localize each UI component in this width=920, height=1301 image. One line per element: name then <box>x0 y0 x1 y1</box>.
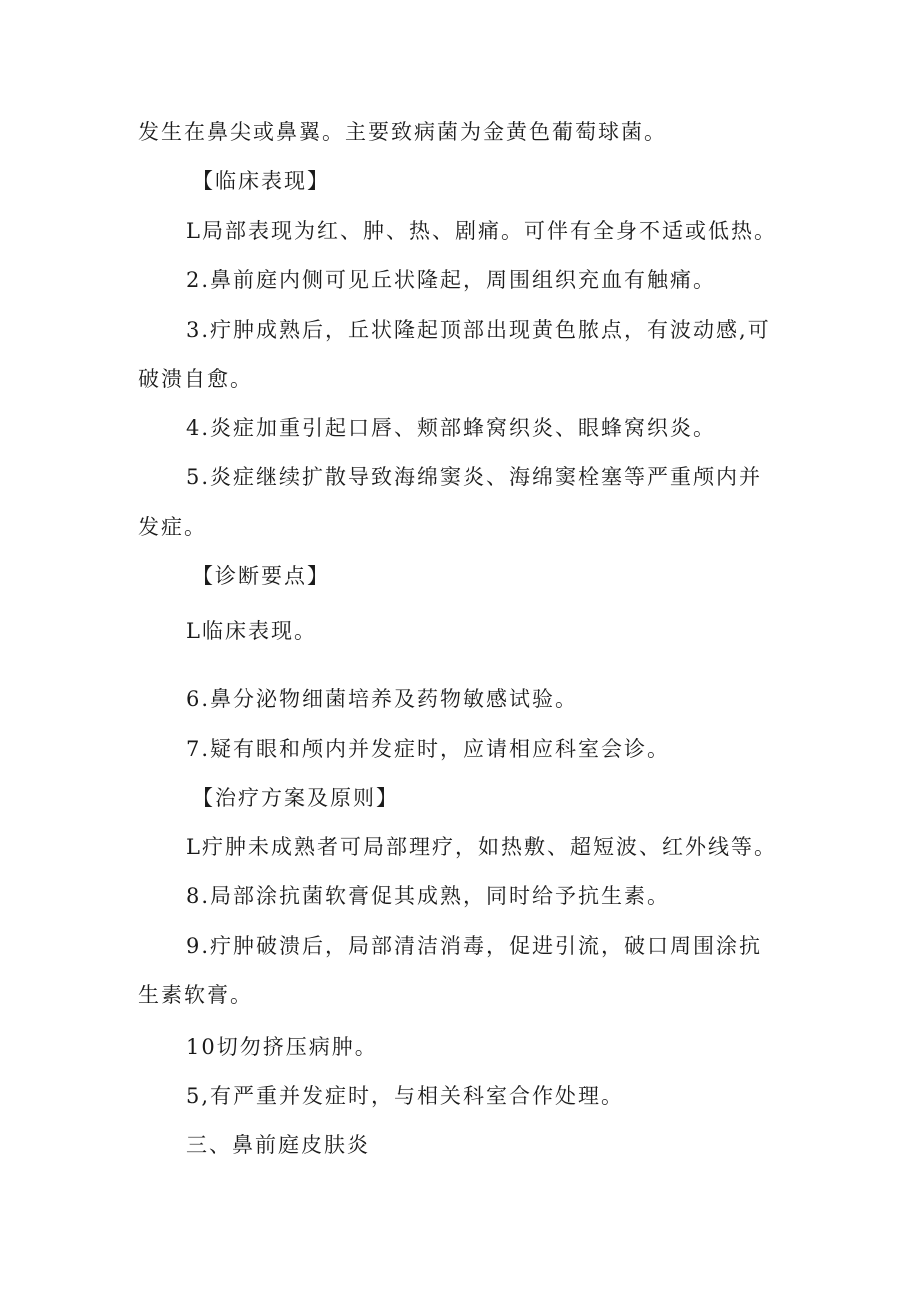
list-item: 7.疑有眼和颅内并发症时，应请相应科室会诊。 <box>186 737 671 761</box>
list-item: 4.炎症加重引起口唇、颊部蜂窝织炎、眼蜂窝织炎。 <box>186 416 717 440</box>
list-item: L临床表现。 <box>186 619 317 643</box>
section-heading-treatment: 【治疗方案及原则】 <box>192 786 399 810</box>
list-item: 2.鼻前庭内侧可见丘状隆起，周围组织充血有触痛。 <box>186 268 717 292</box>
list-item-continuation: 破溃自愈。 <box>138 367 253 391</box>
list-item-continuation: 生素软膏。 <box>138 983 253 1007</box>
section-heading-clinical: 【临床表现】 <box>192 169 330 193</box>
list-item-continuation: 发症。 <box>138 515 207 539</box>
section-title-vestibular-dermatitis: 三、鼻前庭皮肤炎 <box>186 1133 370 1157</box>
list-item: 9.疔肿破溃后，局部清洁消毒，促进引流，破口周围涂抗 <box>186 934 763 958</box>
list-item: 10切勿挤压病肿。 <box>186 1035 378 1059</box>
list-item: L局部表现为红、肿、热、剧痛。可伴有全身不适或低热。 <box>186 219 777 243</box>
list-item: 8.局部涂抗菌软膏促其成熟，同时给予抗生素。 <box>186 884 671 908</box>
section-heading-diagnosis: 【诊断要点】 <box>192 564 330 588</box>
list-item: 6.鼻分泌物细菌培养及药物敏感试验。 <box>186 687 579 711</box>
list-item: 5.炎症继续扩散导致海绵窦炎、海绵窦栓塞等严重颅内并 <box>186 465 763 489</box>
list-item: 5,有严重并发症时，与相关科室合作处理。 <box>186 1084 625 1108</box>
list-item: L疔肿未成熟者可局部理疗，如热敷、超短波、红外线等。 <box>186 835 777 859</box>
list-item: 3.疔肿成熟后，丘状隆起顶部出现黄色脓点，有波动感,可 <box>186 318 771 342</box>
paragraph-line: 发生在鼻尖或鼻翼。主要致病菌为金黄色葡萄球菌。 <box>138 120 667 144</box>
